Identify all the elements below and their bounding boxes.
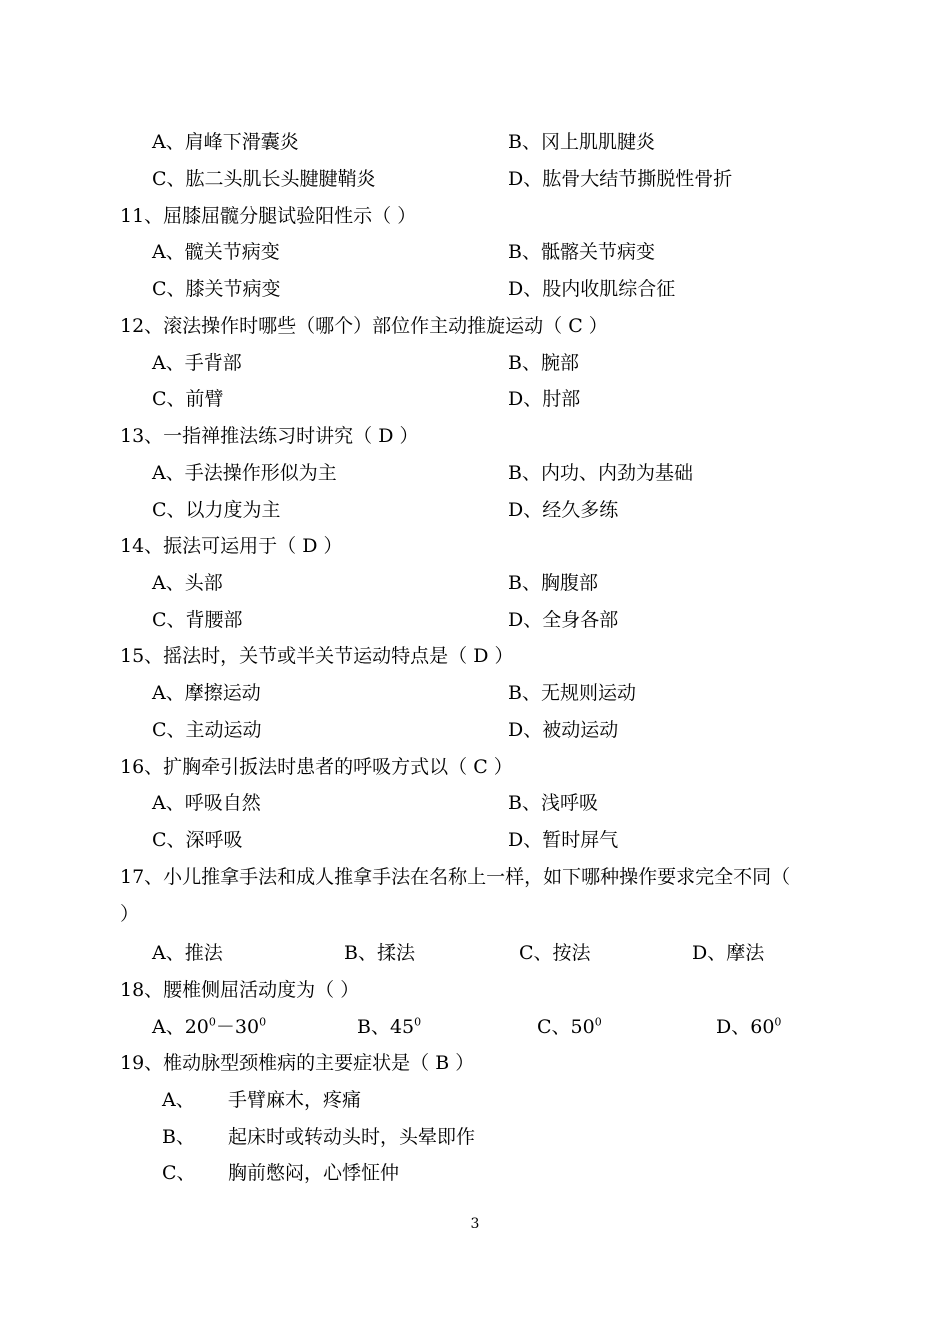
- q18-option-a: A、$20^0-30^0$: [152, 1015, 267, 1038]
- q17-option-b: B、揉法: [344, 942, 415, 964]
- q14-text: 14、振法可运用于（ D ）: [120, 535, 343, 557]
- q13-option-c: C、以力度为主: [152, 499, 281, 521]
- q15-option-d: D、被动运动: [508, 719, 619, 741]
- q13-text: 13、一指禅推法练习时讲究（ D ）: [120, 425, 419, 447]
- q17-option-d: D、摩法: [692, 942, 765, 964]
- q13-option-a: A、手法操作形似为主: [152, 462, 337, 484]
- q18-option-c: C、$50^0$: [537, 1015, 602, 1038]
- q10-option-a: A、肩峰下滑囊炎: [152, 131, 299, 153]
- q18-option-d: D、$60^0$: [716, 1015, 782, 1038]
- q19-text: 19、椎动脉型颈椎病的主要症状是（ B ）: [120, 1052, 475, 1074]
- q12-text: 12、滚法操作时哪些（哪个）部位作主动推旋运动（ C ）: [120, 315, 608, 337]
- q13-option-d: D、经久多练: [508, 499, 619, 521]
- q13-option-b: B、内功、内劲为基础: [508, 462, 693, 484]
- q14-option-c: C、背腰部: [152, 609, 243, 631]
- q11-option-b: B、骶髂关节病变: [508, 241, 655, 263]
- q17-text-line1: 17、小儿推拿手法和成人推拿手法在名称上一样，如下哪种操作要求完全不同（: [120, 866, 791, 888]
- q16-option-b: B、浅呼吸: [508, 792, 598, 814]
- q11-text: 11、屈膝屈髋分腿试验阳性示（ ）: [120, 205, 417, 227]
- q17-option-c: C、按法: [519, 942, 591, 964]
- q12-option-a: A、手背部: [152, 352, 242, 374]
- q11-option-c: C、膝关节病变: [152, 278, 281, 300]
- q19-option-c: C、 胸前憋闷，心悸怔仲: [162, 1162, 400, 1184]
- q16-option-a: A、呼吸自然: [152, 792, 261, 814]
- q16-text: 16、扩胸牵引扳法时患者的呼吸方式以（ C ）: [120, 756, 513, 778]
- q16-option-c: C、深呼吸: [152, 829, 243, 851]
- q18-option-b: B、$45^0$: [357, 1015, 422, 1038]
- q18-text: 18、腰椎侧屈活动度为（ ）: [120, 979, 360, 1001]
- q10-option-d: D、肱骨大结节撕脱性骨折: [508, 168, 733, 190]
- q15-text: 15、摇法时，关节或半关节运动特点是（ D ）: [120, 645, 514, 667]
- q11-option-d: D、股内收肌综合征: [508, 278, 676, 300]
- q15-option-b: B、无规则运动: [508, 682, 636, 704]
- page-number: 3: [470, 1216, 480, 1232]
- q17-option-a: A、推法: [152, 942, 223, 964]
- q12-option-c: C、前臂: [152, 388, 224, 410]
- q12-option-d: D、肘部: [508, 388, 581, 410]
- q14-option-d: D、全身各部: [508, 609, 619, 631]
- q10-option-c: C、肱二头肌长头腱腱鞘炎: [152, 168, 376, 190]
- q14-option-b: B、胸腹部: [508, 572, 598, 594]
- q11-option-a: A、髋关节病变: [152, 241, 280, 263]
- q16-option-d: D、暂时屏气: [508, 829, 619, 851]
- q19-option-b: B、 起床时或转动头时，头晕即作: [162, 1126, 476, 1148]
- q19-option-a: A、 手臂麻木，疼痛: [162, 1089, 362, 1111]
- q15-option-a: A、摩擦运动: [152, 682, 261, 704]
- q14-option-a: A、头部: [152, 572, 223, 594]
- q17-text-line2: ）: [120, 903, 140, 925]
- q12-option-b: B、腕部: [508, 352, 579, 374]
- q10-option-b: B、冈上肌肌腱炎: [508, 131, 655, 153]
- q15-option-c: C、主动运动: [152, 719, 262, 741]
